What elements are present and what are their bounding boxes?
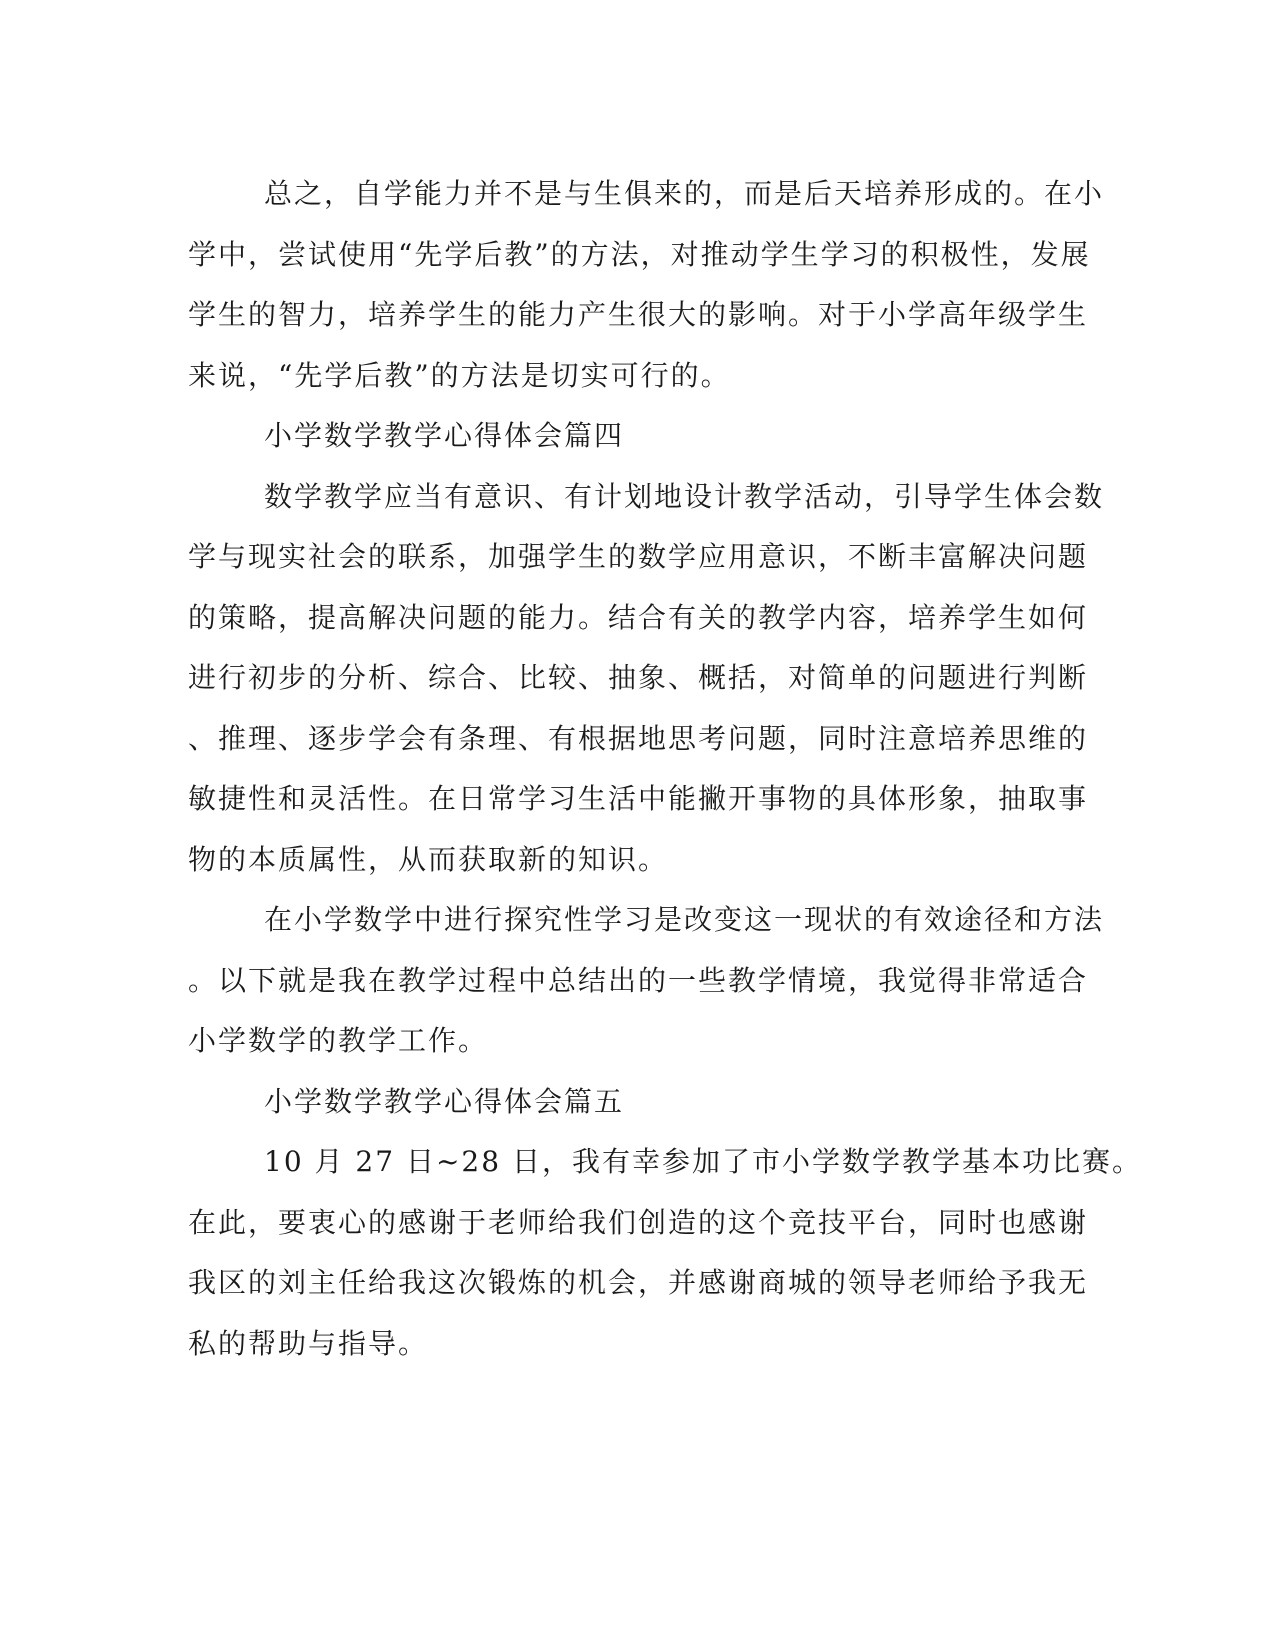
section-heading-text: 小学数学教学心得体会篇四: [264, 419, 625, 452]
text-line: 物的本质属性，从而获取新的知识。: [188, 842, 669, 876]
paragraph: [188, 1132, 1142, 1374]
section-heading: [188, 406, 1068, 467]
text-line: 的策略，提高解决问题的能力。结合有关的教学内容，培养学生如何: [188, 600, 1089, 634]
section-heading: [188, 1072, 1068, 1133]
section-heading-text: 小学数学教学心得体会篇五: [264, 1084, 625, 1118]
text-line: 在小学数学中进行探究性学习是改变这一现状的有效途径和方法: [264, 903, 1105, 936]
paragraph: [188, 164, 1105, 406]
text-line: 学与现实社会的联系，加强学生的数学应用意识，不断丰富解决问题: [188, 540, 1089, 573]
text-line: 小学数学的教学工作。: [188, 1024, 489, 1057]
paragraph: [188, 890, 1105, 1072]
text-line: 、推理、逐步学会有条理、有根据地思考问题，同时注意培养思维的: [188, 721, 1089, 755]
text-line: 。以下就是我在教学过程中总结出的一些教学情境，我觉得非常适合: [188, 963, 1089, 997]
text-line: 我区的刘主任给我这次锻炼的机会，并感谢商城的领导老师给予我无: [188, 1266, 1089, 1299]
text-line: 总之，自学能力并不是与生俱来的，而是后天培养形成的。在小: [264, 177, 1105, 210]
text-line: 进行初步的分析、综合、比较、抽象、概括，对简单的问题进行判断: [188, 661, 1089, 694]
document-body: [188, 164, 1142, 1374]
paragraph: [188, 467, 1105, 891]
text-line: 在此，要衷心的感谢于老师给我们创造的这个竞技平台，同时也感谢: [188, 1205, 1089, 1239]
text-line: 学生的智力，培养学生的能力产生很大的影响。对于小学高年级学生: [188, 298, 1089, 331]
text-line: 学中，尝试使用“先学后教”的方法，对推动学生学习的积极性，发展: [188, 237, 1091, 271]
text-line: 敏捷性和灵活性。在日常学习生活中能撇开事物的具体形象，抽取事: [188, 782, 1089, 815]
text-line: 数学教学应当有意识、有计划地设计教学活动，引导学生体会数: [264, 479, 1105, 513]
text-line: 10 月 27 日~28 日，我有幸参加了市小学数学教学基本功比赛。: [264, 1145, 1142, 1178]
text-line: 私的帮助与指导。: [188, 1326, 429, 1360]
text-line: 来说，“先学后教”的方法是切实可行的。: [188, 358, 731, 392]
